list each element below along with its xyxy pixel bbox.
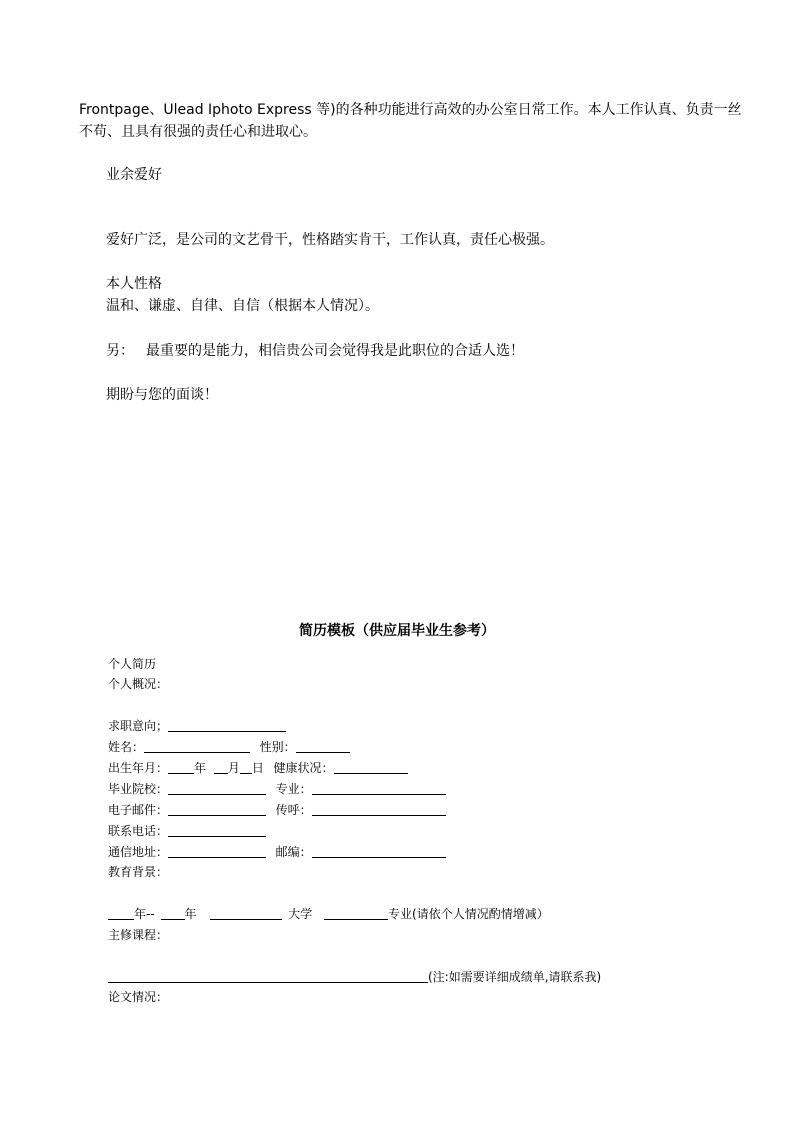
pager-blank[interactable] — [312, 801, 446, 816]
note-text: 最重要的是能力，相信贵公司会觉得我是此职位的合适人选！ — [146, 343, 524, 359]
address-label: 通信地址： — [108, 845, 169, 859]
birth-row — [108, 758, 408, 778]
thesis-label: 论文情况： — [108, 990, 169, 1004]
edu-start-year: 年 — [134, 907, 147, 921]
edu-start-blank[interactable] — [108, 905, 134, 920]
edu-university-label: 大学 — [288, 907, 313, 921]
intro-line-2: 不苟、且具有很强的责任心和进取心。 — [79, 124, 317, 140]
birth-label: 出生年月： — [108, 761, 169, 775]
school-label: 毕业院校： — [108, 782, 169, 796]
personality-heading: 本人性格 — [106, 276, 162, 292]
note-label: 另： — [106, 343, 134, 359]
email-blank[interactable] — [168, 801, 266, 816]
edu-dash: -- — [146, 907, 155, 921]
name-label: 姓名： — [108, 740, 145, 754]
zip-label: 邮编： — [275, 845, 312, 859]
name-blank[interactable] — [144, 738, 250, 753]
school-blank[interactable] — [168, 780, 266, 795]
health-label: 健康状况： — [273, 761, 334, 775]
courses-label: 主修课程： — [108, 928, 169, 942]
intent-row — [108, 716, 286, 736]
address-row — [108, 842, 446, 862]
year-char: 年 — [194, 761, 207, 775]
intro-line-1: Frontpage、Ulead Iphoto Express 等)的各种功能进行高效的办公室日常工作。本人工作认真、负责一丝 — [79, 102, 742, 118]
hobby-heading: 业余爱好 — [106, 167, 162, 183]
personality-text: 温和、谦虚、自律、自信（根据本人情况）。 — [106, 298, 379, 314]
intent-blank[interactable] — [168, 717, 286, 732]
edu-major-note: 专业(请依个人情况酌情增减） — [388, 907, 549, 921]
transcript-row — [108, 967, 601, 987]
courses-blank[interactable] — [108, 968, 428, 983]
email-label: 电子邮件： — [108, 803, 169, 817]
resume-title: 简历模板（供应届毕业生参考） — [299, 623, 495, 639]
hobby-text: 爱好广泛，是公司的文艺骨干，性格踏实肯干，工作认真，责任心极强。 — [106, 232, 554, 248]
intent-label: 求职意向； — [108, 719, 169, 733]
pager-label: 传呼： — [275, 803, 312, 817]
email-row — [108, 800, 446, 820]
birth-month-blank[interactable] — [214, 759, 228, 774]
name-row — [108, 737, 350, 757]
birth-day-blank[interactable] — [240, 759, 252, 774]
closing-text: 期盼与您的面谈！ — [106, 387, 218, 403]
health-blank[interactable] — [334, 759, 408, 774]
major-label: 专业： — [275, 782, 312, 796]
education-label: 教育背景： — [108, 865, 169, 879]
resume-label: 个人简历 — [108, 657, 157, 671]
gender-label: 性别： — [259, 740, 296, 754]
note-line — [106, 340, 524, 362]
day-char: 日 — [251, 761, 264, 775]
phone-label: 联系电话： — [108, 824, 169, 838]
address-blank[interactable] — [168, 843, 266, 858]
edu-end-year: 年 — [184, 907, 197, 921]
transcript-note: (注:如需要详细成绩单,请联系我) — [428, 970, 602, 984]
edu-end-blank[interactable] — [161, 905, 185, 920]
edu-university-blank[interactable] — [210, 905, 282, 920]
education-row — [108, 904, 549, 924]
phone-blank[interactable] — [168, 822, 266, 837]
school-row — [108, 779, 446, 799]
overview-label: 个人概况： — [108, 677, 169, 691]
major-blank[interactable] — [312, 780, 446, 795]
month-char: 月 — [227, 761, 240, 775]
birth-year-blank[interactable] — [168, 759, 194, 774]
edu-major-blank[interactable] — [324, 905, 388, 920]
gender-blank[interactable] — [296, 738, 350, 753]
zip-blank[interactable] — [312, 843, 446, 858]
phone-row — [108, 821, 266, 841]
